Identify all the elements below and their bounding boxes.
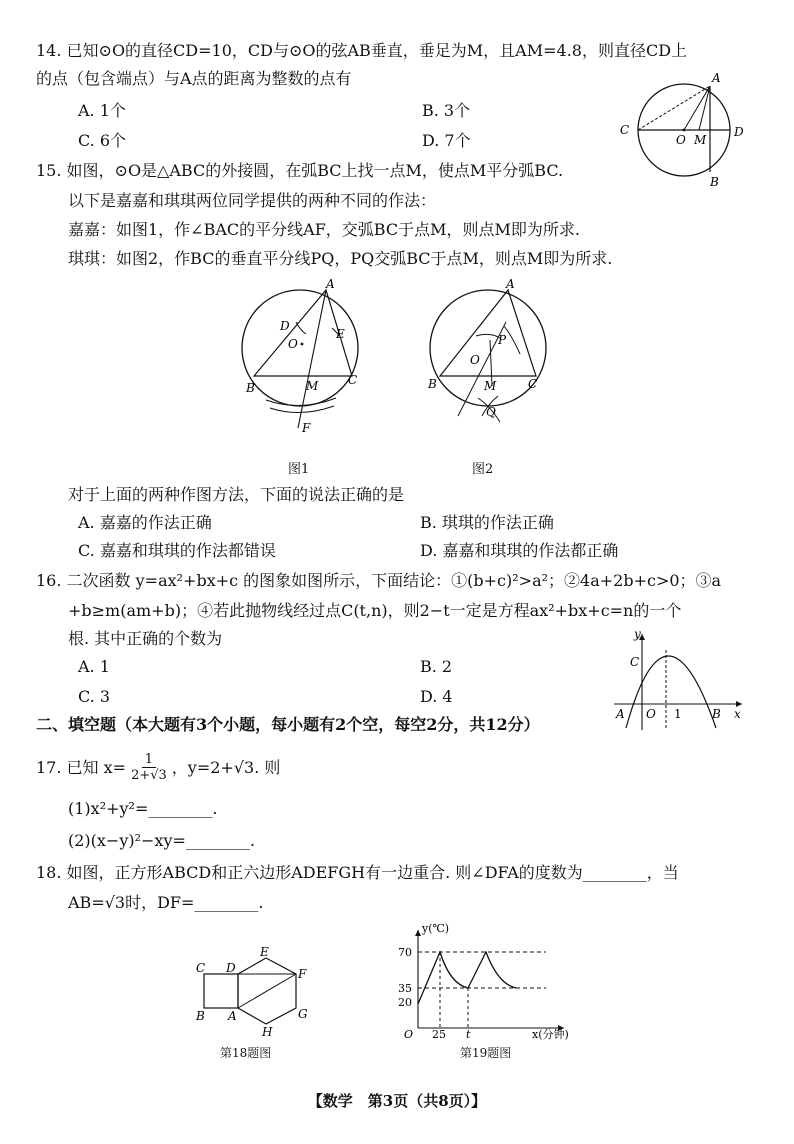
q15-line1: 15. 如图，⊙O是△ABC的外接圆，在弧BC上找一点M，使点M平分弧BC. [36,161,564,180]
q15-line4: 琪琪：如图2，作BC的垂直平分线PQ，PQ交弧BC于点M，则点M即为所求. [68,249,613,268]
q18-label-g: G [298,1007,308,1021]
q15-option-c: C. 嘉嘉和琪琪的作法都错误 [78,541,276,560]
q15f1-label-m: M [306,379,319,393]
q15f1-label-o: O [288,337,298,351]
q15f2-label-o: O [470,353,480,367]
q14-option-d: D. 7个 [422,131,471,150]
q19-temperature-graph [396,922,582,1040]
q19-xtick-t: t [466,1028,471,1040]
q16-line2: +b≥m(am+b)；④若此抛物线经过点C(t,n)，则2−t一定是方程ax²+bx+c=n的一个 [68,601,682,620]
q19-ytick-70: 70 [398,946,412,959]
q17-prefix: 17. 已知 x= [36,757,127,777]
q15f2-label-b: B [428,377,437,391]
q16-label-y: y [634,627,641,641]
q14-line1: 14. 已知⊙O的直径CD=10，CD与⊙O的弦AB垂直，垂足为M，且AM=4.8，则直径CD上 [36,41,688,60]
q15-fig1-caption: 图1 [288,462,310,477]
q14-label-d: D [734,125,744,139]
q15-option-a: A. 嘉嘉的作法正确 [78,513,212,532]
q14-label-o: O [676,133,686,147]
q16-option-a: A. 1 [78,657,110,676]
q17-part2: (2)(x−y)²−xy=________. [68,831,255,850]
q19-x-label: x(分钟) [532,1028,569,1040]
q19-origin: O [404,1028,414,1040]
q15-line2: 以下是嘉嘉和琪琪两位同学提供的两种不同的作法： [68,191,437,210]
q18-square-hexagon-figure [192,940,322,1040]
q15f2-label-c: C [528,377,538,391]
q18-label-a: A [228,1009,237,1023]
q17-part1: (1)x²+y²=________. [68,799,218,818]
q15f1-label-d: D [280,319,290,333]
q18-label-b: B [196,1009,205,1023]
q16-label-1: 1 [674,707,682,721]
q15-line3: 嘉嘉：如图1，作∠BAC的平分线AF，交弧BC于点M，则点M即为所求. [68,220,580,239]
q16-label-x: x [734,707,741,721]
q16-parabola-figure [604,626,754,736]
q15f2-label-p: P [498,333,507,347]
q16-option-d: D. 4 [420,687,453,706]
q14-option-a: A. 1个 [78,101,126,120]
q15f1-label-c: C [348,373,358,387]
q18-line2: AB=√3时，DF=________. [68,893,264,912]
q15f2-label-q: Q [486,405,496,419]
page-footer: 【数学 第3页（共8页）】 [307,1092,487,1110]
q18-line1: 18. 如图，正方形ABCD和正六边形ADEFGH有一边重合. 则∠DFA的度数为________，当 [36,863,679,882]
q16-label-o: O [646,707,656,721]
q14-line2: 的点（包含端点）与A点的距离为整数的点有 [36,69,352,88]
q18-label-f: F [298,967,307,981]
q16-option-b: B. 2 [420,657,453,676]
q19-fig-caption: 第19题图 [460,1046,512,1060]
q15-figure-1 [236,276,372,436]
q15f1-label-a: A [326,277,335,291]
q15f1-label-e: E [336,327,345,341]
q14-label-m: M [694,133,707,147]
q19-xtick-25: 25 [432,1028,446,1040]
q19-ytick-35: 35 [398,982,412,995]
q14-label-c: C [620,123,630,137]
section-2-heading: 二、填空题（本大题有3个小题，每小题有2个空，每空2分，共12分） [36,715,540,734]
q17-fraction-numerator: 1 [142,752,156,768]
q15-question: 对于上面的两种作图方法，下面的说法正确的是 [68,485,405,504]
q14-label-b: B [710,175,719,189]
q18-label-c: C [196,961,206,975]
q18-label-d: D [226,961,236,975]
q19-ytick-20: 20 [398,996,412,1009]
q17-stem [36,752,280,783]
q14-option-b: B. 3个 [422,101,471,120]
q15f1-label-b: B [246,381,255,395]
q15-figure-2 [420,276,560,456]
q14-circle-figure [612,68,762,190]
q17-suffix: ，y=2+√3. 则 [171,757,281,777]
q14-label-a: A [712,71,721,85]
q16-line3: 根. 其中正确的个数为 [68,629,223,648]
q15-option-d: D. 嘉嘉和琪琪的作法都正确 [420,541,619,560]
q15f2-label-m: M [484,379,497,393]
q17-fraction [128,752,170,783]
q16-label-c: C [630,655,640,669]
q18-label-e: E [260,945,269,959]
q16-option-c: C. 3 [78,687,111,706]
q16-line1: 16. 二次函数 y=ax²+bx+c 的图象如图所示，下面结论：①(b+c)²>a²；②4a+2b+c>0；③a [36,571,722,590]
q19-y-label: y(℃) [422,922,450,935]
q15-option-b: B. 琪琪的作法正确 [420,513,554,532]
q18-fig-caption: 第18题图 [220,1046,272,1060]
q15f2-label-a: A [506,277,515,291]
q15f1-label-f: F [302,421,311,435]
q18-label-h: H [262,1025,273,1039]
q17-fraction-denominator: 2+√3 [131,768,167,783]
q14-option-c: C. 6个 [78,131,127,150]
q16-label-b: B [712,707,721,721]
q15-fig2-caption: 图2 [472,462,494,477]
q16-label-a: A [616,707,625,721]
